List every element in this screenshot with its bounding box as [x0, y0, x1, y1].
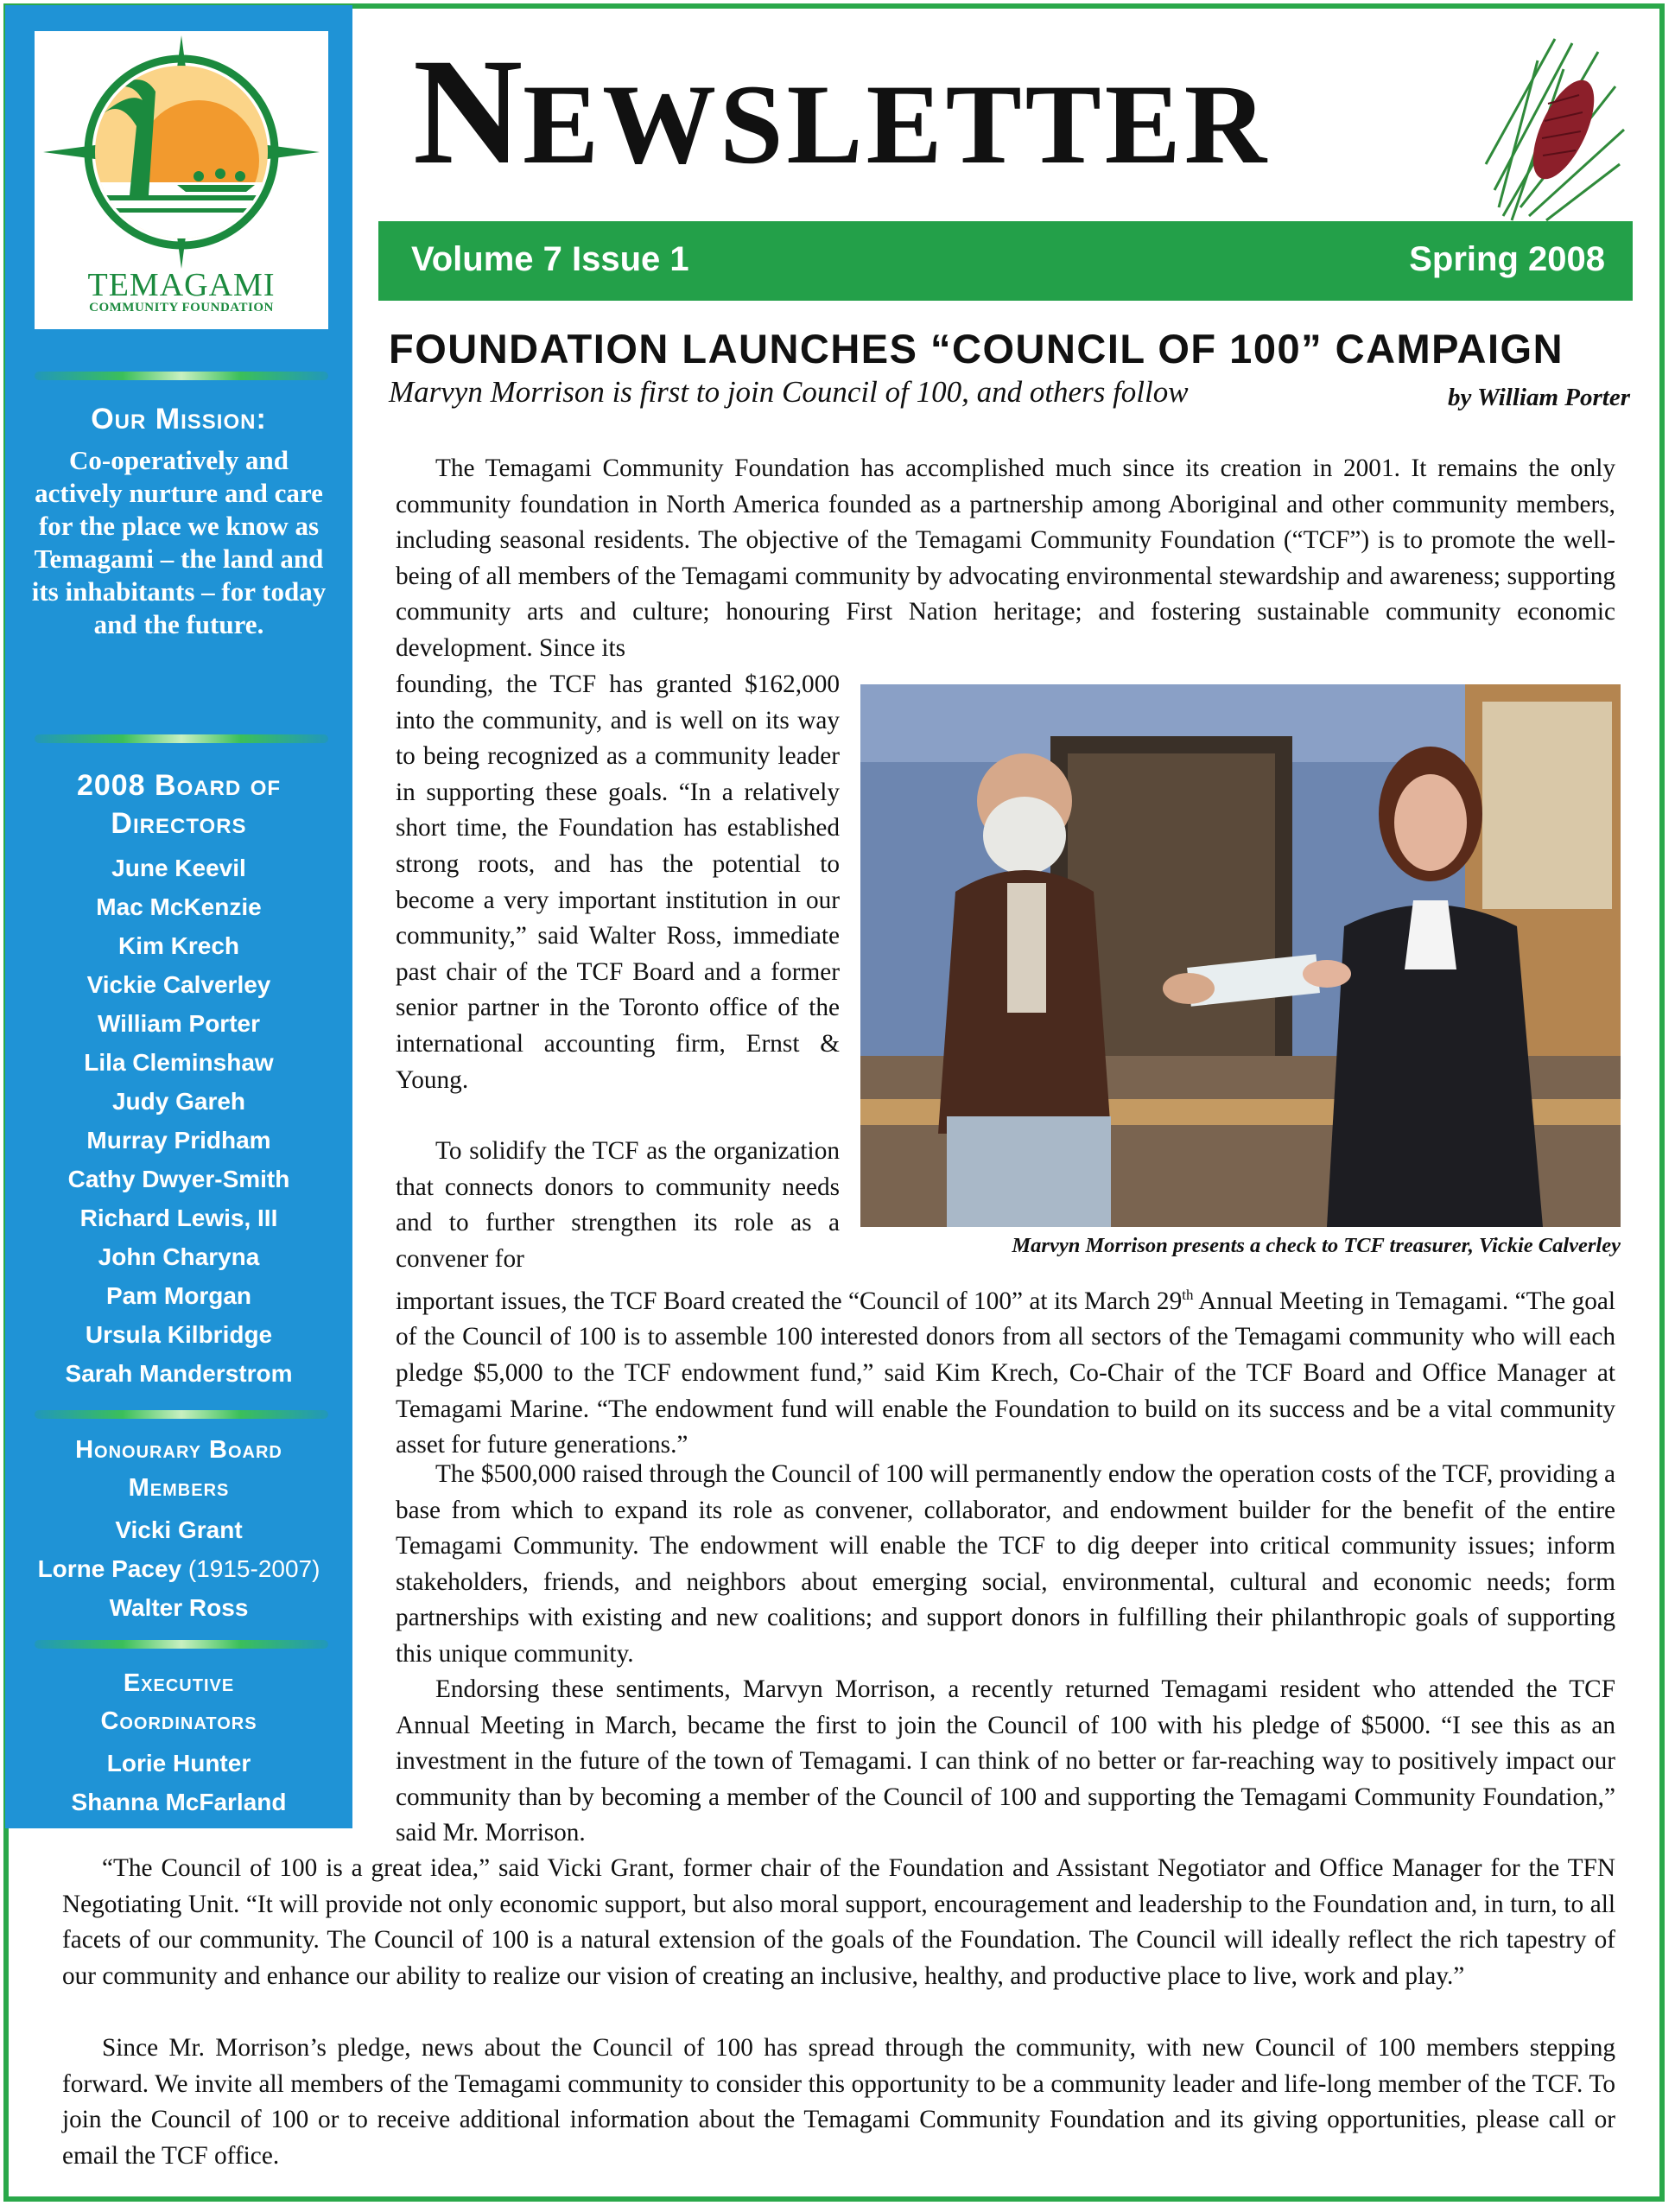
paragraph-4: Endorsing these sentiments, Marvyn Morrison, a recently returned Temagami resident who attended the TCF Annual Meeting in March, became the first to join the Council of 100 with his pledge of $5000. “I see this as an investment in the future of the town of Temagami. I can think of no better or far-reaching way to positively impact our community than by becoming a member of the Council of 100 and supporting the Temagami Community Foundation,” said Mr. Morrison. — [396, 1675, 1615, 1847]
sidebar-divider — [35, 734, 328, 743]
paragraph-3: The $500,000 raised through the Council of 100 will permanently endow the operation costs of the TCF, providing a base from which to expand its role as convener, collaborator, and endowment builder for the benefit of the entire Temagami Community. The endowment will enable the TCF to dig deeper into critical community issues; inform stakeholders, friends, and neighbors about emerging social, environmental, cultural and economic needs; form partnerships with existing and new coalitions; and support donors in fulfilling their philanthropic goals of supporting this unique community. — [396, 1460, 1615, 1668]
article-subhead: Marvyn Morrison is first to join Council of 100, and others follow — [389, 375, 1189, 409]
board-member: June Keevil — [111, 855, 246, 881]
exec-heading-line1: Executive — [123, 1669, 235, 1697]
paragraph-2-side: To solidify the TCF as the organization that connects donors to community needs and to further strengthen its role as a convener for — [396, 1137, 840, 1273]
sidebar-divider — [35, 1640, 328, 1649]
board-member-list — [5, 849, 352, 1393]
exec-member: Shanna McFarland — [71, 1789, 287, 1815]
volume-issue: Volume 7 Issue 1 — [411, 240, 689, 278]
logo-subtitle: COMMUNITY FOUNDATION — [89, 301, 274, 315]
article-byline: by William Porter — [1447, 384, 1630, 411]
article-headline: FOUNDATION LAUNCHES “COUNCIL OF 100” CAMPAIGN — [389, 326, 1564, 372]
board-member: Pam Morgan — [105, 1282, 252, 1309]
paragraph-1-side: founding, the TCF has granted $162,000 into the community, and is well on its way to being recognized as a community leader in supporting these goals. “In a relatively short time, the Foundation has established strong roots, and has the potential to become a very important institution in our community,” said Walter Ross, immediate past chair of the TCF Board and a former senior partner in the Toronto office of the international accounting firm, Ernst & Young. — [396, 671, 840, 1094]
check-presentation-photo — [860, 684, 1621, 1227]
exec-heading-line2: Coordinators — [100, 1707, 257, 1735]
pine-cone-icon — [1469, 35, 1633, 225]
board-heading-line1: 2008 Board of — [76, 769, 282, 802]
honourary-member-list — [5, 1510, 352, 1627]
sidebar-divider — [35, 372, 328, 380]
board-member: Kim Krech — [117, 932, 240, 959]
board-member: Lila Cleminshaw — [84, 1049, 274, 1076]
board-member: Cathy Dwyer-Smith — [67, 1166, 290, 1192]
exec-member: Lorie Hunter — [106, 1750, 251, 1777]
paragraph-6: Since Mr. Morrison’s pledge, news about the Council of 100 has spread through the community, with new Council of 100 members stepping forward. We invite all members of the Temagami community to consider this opportunity to be a community leader and life-long member of the TCF. To join the Council of 100 or to receive additional information about the Temagami Community Foundation and its giving opportunities, please call or email the TCF office. — [62, 2034, 1615, 2170]
paragraph-1-top: The Temagami Community Foundation has accomplished much since its creation in 2001. It remains the only community foundation in North America founded as a partnership among Aboriginal and other community members, including seasonal residents. The objective of the Temagami Community Foundation (“TCF”) is to promote the well-being of all members of the Temagami community by advocating environmental stewardship and awareness; supporting community arts and culture; honouring First Nation heritage; and fostering sustainable community economic development. Since its — [396, 454, 1615, 662]
board-member: John Charyna — [98, 1243, 260, 1270]
board-member: Sarah Manderstrom — [65, 1360, 293, 1387]
board-member: Murray Pridham — [86, 1127, 271, 1154]
sidebar-divider — [35, 1410, 328, 1419]
mission-text: Co-operatively and actively nurture and care for the place we know as Temagami – the land and its inhabitants – for today and the future. — [31, 445, 327, 639]
honourary-heading-line1: Honourary Board — [75, 1436, 282, 1464]
board-member: Richard Lewis, III — [79, 1205, 278, 1231]
honourary-heading-line2: Members — [128, 1474, 230, 1502]
logo-wordmark: TEMAGAMI — [87, 267, 276, 303]
honourary-member-dates: (1915-2007) — [187, 1555, 320, 1582]
paragraph-5: “The Council of 100 is a great idea,” said Vicki Grant, former chair of the Foundation and Assistant Negotiator and Office Manager for the TFN Negotiating Unit. “It will provide not only economic support, but also moral support, encouragement and leadership to the Foundation and, in turn, to all facets of our community. The Council of 100 is a natural extension of the goals of the Foundation. The Council will ideally reflect the rich tapestry of our community and enhance our ability to realize our vision of creating an inclusive, healthy, and productive place to live, work and play.” — [62, 1854, 1615, 1990]
board-member: Vickie Calverley — [86, 971, 271, 998]
honourary-member: Lorne Pacey (1915-2007) — [37, 1555, 320, 1582]
board-member: Mac McKenzie — [96, 893, 262, 920]
honourary-member: Vicki Grant — [115, 1516, 243, 1543]
paragraph-2-continued: important issues, the TCF Board created the “Council of 100” at its March 29th Annual Meeting in Temagami. “The goal of the Council of 100 is to assemble 100 interested donors from all sectors of the Temagami community who will each pledge $5,000 to the TCF endowment fund,” said Kim Krech, Co-Chair of the TCF Board and Office Manager at Temagami Marine. “The endowment fund will enable the Foundation to build on its success and be a vital community asset for future generations.” — [396, 1287, 1615, 1459]
board-heading-line2: Directors — [111, 807, 247, 840]
sidebar — [5, 5, 352, 1828]
compass-sunset-emblem — [35, 31, 328, 273]
mission-heading: Our Mission: — [91, 403, 267, 435]
board-member: Ursula Kilbridge — [85, 1321, 273, 1348]
photo-caption: Marvyn Morrison presents a check to TCF treasurer, Vickie Calverley — [1012, 1234, 1621, 1257]
foundation-logo — [35, 31, 328, 329]
board-member: William Porter — [97, 1010, 260, 1037]
board-member: Judy Gareh — [111, 1088, 246, 1115]
issue-season: Spring 2008 — [1409, 240, 1605, 278]
issue-bar — [378, 221, 1633, 301]
newsletter-title: NEWSLETTER — [413, 28, 1271, 196]
honourary-member: Walter Ross — [109, 1594, 249, 1621]
exec-member-list — [5, 1744, 352, 1821]
